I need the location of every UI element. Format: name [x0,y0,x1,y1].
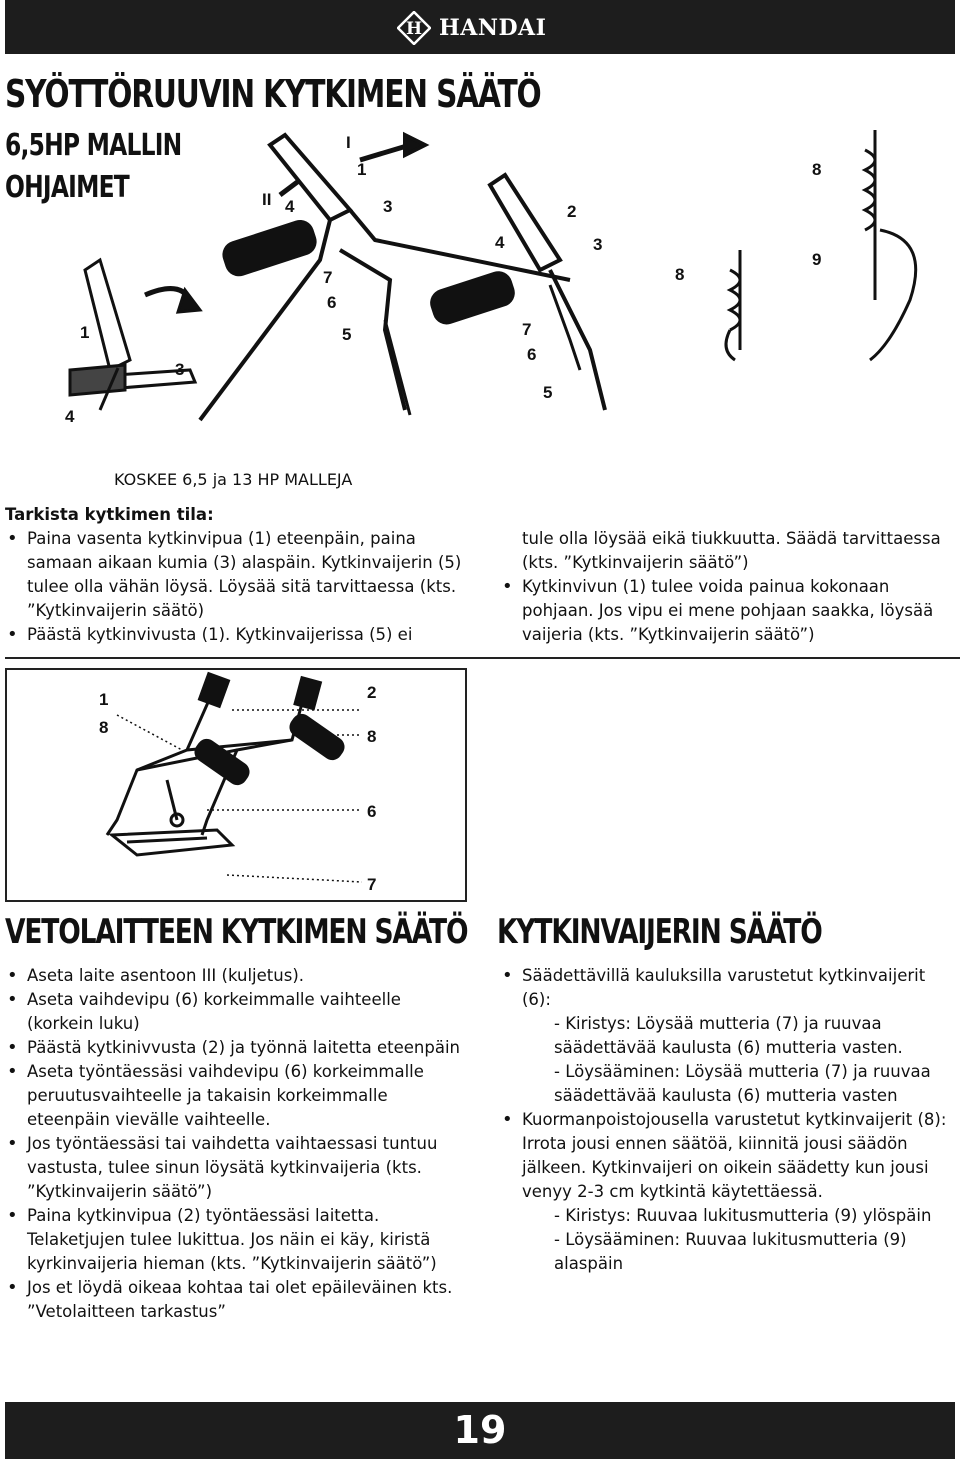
fig2-label: 8 [99,718,109,737]
list-item: • Jos työntäessäsi tai vaihdetta vaihtaessasi tuntuu vastusta, tulee sinun löysätä kytkinvaijeria (kts. ”Kytkinvaijerin säätö”) [5,1132,468,1204]
fig1-label: 1 [357,160,367,179]
figure-caption: KOSKEE 6,5 ja 13 HP MALLEJA [114,470,353,489]
fig1-label: 7 [522,320,532,339]
page-title: SYÖTTÖRUUVIN KYTKIMEN SÄÄTÖ [5,72,541,116]
sub-item: - Löysääminen: Löysää mutteria (7) ja ruuvaa säädettävää kaulusta (6) mutteria vasten [554,1062,931,1105]
fig1-label: 1 [80,323,90,342]
header-bar [5,0,955,54]
fig1-label: 6 [327,293,337,312]
fig2-label: 1 [99,690,109,709]
fig2-label: 2 [367,683,377,702]
list-item: • Aseta laite asentoon III (kuljetus). [5,964,468,988]
logo-letter: H [405,19,423,39]
footer-bar [5,1402,955,1459]
sub-item: - Kiristys: Ruuvaa lukitusmutteria (9) ylöspäin [554,1206,932,1225]
list-item: • Jos et löydä oikeaa kohtaa tai olet epäileväinen kts. ”Vetolaitteen tarkastus” [5,1276,468,1324]
item-text: • Kuormanpoistojousella varustetut kytkinvaijerit (8): Irrota jousi ennen säätöä, kiinnitä jousi säädön jälkeen. Kytkinvaijeri on oikein säädetty kun jousi venyy 2-3 cm kytkintä käytettäessä. [522,1110,947,1201]
list-item: • Kytkinvivun (1) tulee voida painua kokonaan pohjaan. Jos vipu ei mene pohjaan saakka, löysää vaijeria (kts. ”Kytkinvaijerin säätö”) [500,575,958,647]
subtitle-line2: OHJAIMET [5,170,129,205]
fig1-label: 7 [323,268,333,287]
list-item: • Aseta työntäessäsi vaihdevipu (6) korkeimmalle peruutusvaihteelle ja takaisin korkeimmalle eteenpäin vievälle vaihteelle. [5,1060,468,1132]
check-continuation: tule olla löysää eikä tiukkuutta. Säädä tarvittaessa (kts. ”Kytkinvaijerin säätö”) [522,529,941,572]
fig1-label: 4 [495,233,505,252]
fig1-label: 3 [175,360,185,379]
sub-item: - Kiristys: Löysää mutteria (7) ja ruuvaa säädettävää kaulusta (6) mutteria vasten. [554,1014,903,1057]
list-item: • Paina kytkinvipua (2) työntäessäsi laitetta. Telaketjujen tulee lukittua. Jos näin ei käy, kiristä kyrkinvaijeria hieman (kts. ”Kytkinvaijerin säätö”) [5,1204,468,1276]
section-title-drive-clutch: VETOLAITTEEN KYTKIMEN SÄÄTÖ [5,912,468,952]
list-item [500,1108,958,1276]
check-heading: Tarkista kytkimen tila: [5,505,214,524]
fig1-label: 4 [65,407,75,426]
figure-tiller-frame [7,670,465,900]
fig1-label: 8 [812,160,822,179]
figure-clutch-handles [30,120,960,450]
fig1-label: 9 [812,250,822,269]
fig1-label: 3 [593,235,603,254]
brand-name: HANDAI [439,15,547,41]
subtitle-line1: 6,5HP MALLIN [5,128,182,163]
list-item: • Päästä kytkinivvusta (2) ja työnnä laitetta eteenpäin [5,1036,468,1060]
fig2-label: 8 [367,727,377,746]
cable-adjust-list [500,964,958,1276]
drive-clutch-list [5,964,468,1324]
brand-logo [397,8,546,48]
fig1-label: I [346,133,351,152]
check-right-column [500,527,958,647]
check-left-column [5,503,468,647]
item-text: • Säädettävillä kauluksilla varustetut kytkinvaijerit (6): [522,966,926,1009]
sub-item: - Löysääminen: Ruuvaa lukitusmutteria (9) alaspäin [554,1230,907,1273]
list-item: • Paina vasenta kytkinvipua (1) eteenpäin, paina samaan aikaan kumia (3) alaspäin. Kytkinvaijerin (5) tulee olla vähän löysä. Löysää sitä tarvittaessa (kts. ”Kytkinvaijerin säätö) [5,527,468,623]
logo-diamond-icon [397,11,431,45]
list-item [500,964,958,1108]
figure-frame [5,668,467,902]
fig1-label: 5 [543,383,553,402]
fig1-label: II [262,190,272,209]
fig1-label: 8 [675,265,685,284]
fig1-label: 5 [342,325,352,344]
page-number: 19 [453,1408,507,1452]
fig1-label: 2 [567,202,577,221]
fig2-label: 7 [367,875,377,894]
fig1-label: 3 [383,197,393,216]
list-item: • Päästä kytkinvivusta (1). Kytkinvaijerissa (5) ei [5,623,468,647]
section-divider [5,657,960,659]
fig1-label: 4 [285,197,295,216]
list-item: • Aseta vaihdevipu (6) korkeimmalle vaihteelle (korkein luku) [5,988,468,1036]
section-title-cable-adjust: KYTKINVAIJERIN SÄÄTÖ [497,912,822,952]
fig1-label: 6 [527,345,537,364]
fig2-label: 6 [367,802,377,821]
